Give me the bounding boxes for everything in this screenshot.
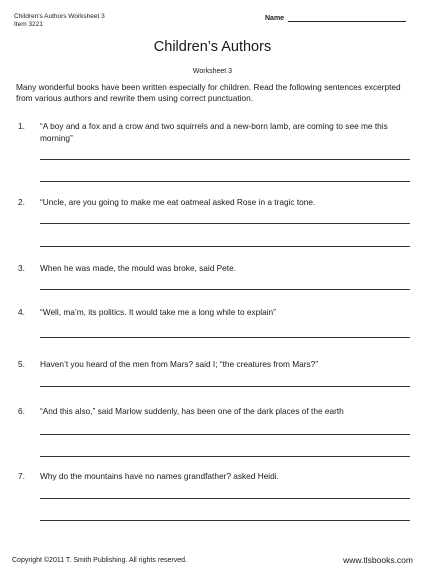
- answer-line[interactable]: [40, 386, 410, 387]
- question-number: 4.: [18, 307, 25, 317]
- question-1: [16, 120, 411, 144]
- question-number: 1.: [18, 121, 25, 131]
- answer-line[interactable]: [40, 159, 410, 160]
- answer-line[interactable]: [40, 434, 410, 435]
- question-5: [16, 358, 411, 370]
- question-number: 3.: [18, 263, 25, 273]
- header-info: [14, 13, 105, 29]
- question-6: [16, 405, 411, 417]
- question-text: “A boy and a fox and a crow and two squirrels and a new-born lamb, are coming to see me this morning”: [40, 121, 388, 143]
- question-3: [16, 262, 411, 274]
- website-link[interactable]: www.tlsbooks.com: [343, 555, 413, 565]
- question-number: 5.: [18, 359, 25, 369]
- page-title: Children’s Authors: [153, 39, 272, 55]
- question-number: 6.: [18, 406, 25, 416]
- question-7: [16, 470, 411, 482]
- question-text: “Uncle, are you going to make me eat oatmeal asked Rose in a tragic tone.: [40, 197, 316, 207]
- question-2: [16, 196, 411, 208]
- item-number: Item 3221: [14, 21, 43, 28]
- question-text: Haven’t you heard of the men from Mars? said I; “the creatures from Mars?”: [40, 359, 319, 369]
- answer-line[interactable]: [40, 246, 410, 247]
- question-text: “And this also,” said Marlow suddenly, has been one of the dark places of the earth: [40, 406, 344, 416]
- name-line[interactable]: [288, 12, 406, 22]
- worksheet-label: Children's Authors Worksheet 3: [14, 13, 105, 20]
- question-4: [16, 306, 411, 318]
- question-number: 7.: [18, 471, 25, 481]
- answer-line[interactable]: [40, 223, 410, 224]
- answer-line[interactable]: [40, 337, 410, 338]
- name-label: Name: [265, 15, 285, 22]
- answer-line[interactable]: [40, 289, 410, 290]
- question-text: When he was made, the mould was broke, said Pete.: [40, 263, 237, 273]
- instructions: Many wonderful books have been written especially for children. Read the following sentences excerpted from various authors and rewrite them using correct punctuation.: [16, 82, 401, 103]
- page-subtitle: Worksheet 3: [192, 68, 233, 75]
- answer-line[interactable]: [40, 181, 410, 182]
- question-text: “Well, ma’m, its politics. It would take me a long while to explain”: [40, 307, 276, 317]
- answer-line[interactable]: [40, 456, 410, 457]
- answer-line[interactable]: [40, 520, 410, 521]
- name-field[interactable]: [265, 12, 406, 22]
- question-number: 2.: [18, 197, 25, 207]
- copyright-notice: Copyright ©2011 T. Smith Publishing. All rights reserved.: [12, 557, 187, 564]
- question-text: Why do the mountains have no names grandfather? asked Heidi.: [40, 471, 279, 481]
- answer-line[interactable]: [40, 498, 410, 499]
